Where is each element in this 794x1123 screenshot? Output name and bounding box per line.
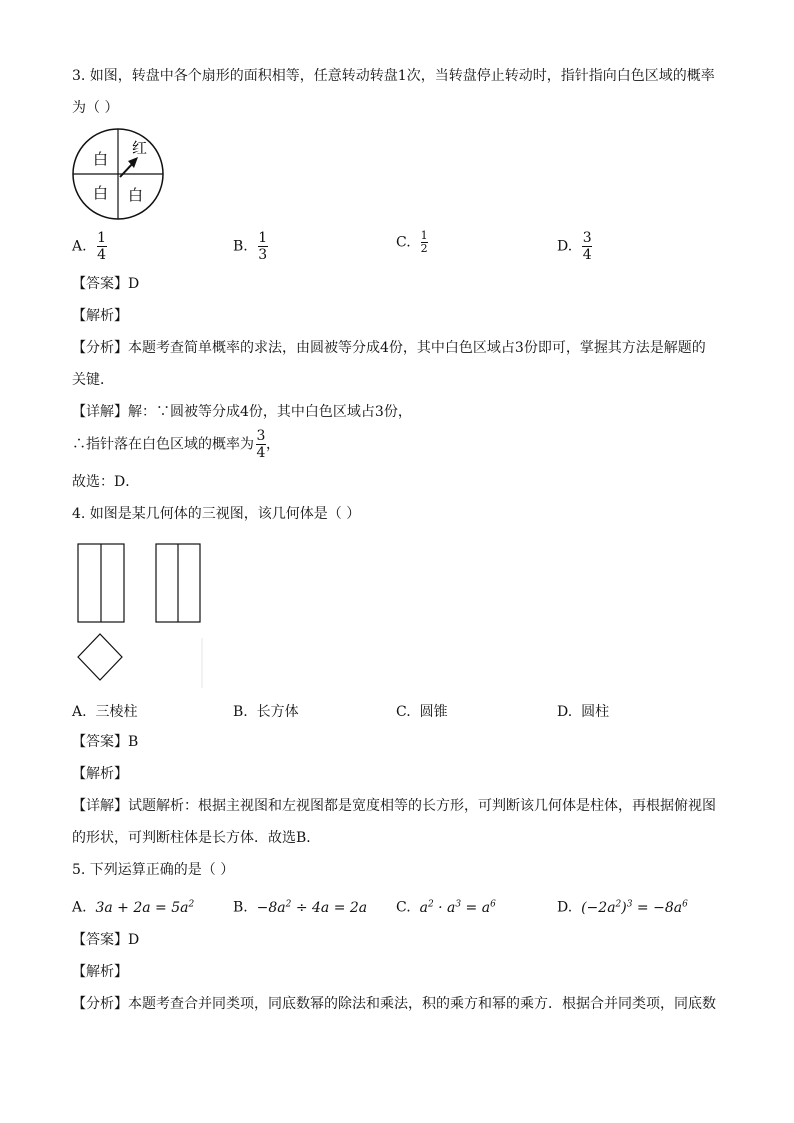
q4-option-c-text: 圆锥 — [419, 704, 448, 720]
q3-detail-line2-post: ， — [266, 436, 280, 453]
q3-option-b-fraction — [258, 230, 268, 263]
q4-detail-tag: 【详解】 — [72, 798, 128, 814]
q3-detail-text: 解：∵圆被等分成4份，其中白色区域占3份， — [128, 404, 412, 420]
q5-answer — [72, 930, 139, 950]
q3-option-b-num: 1 — [258, 230, 268, 246]
q3-option-c-label: C. — [396, 234, 411, 251]
q3-fenxi-text: 本题考查简单概率的求法，由圆被等分成4份，其中白色区域占3份即可，掌握其方法是解题的 — [128, 340, 706, 356]
q5-option-c-expr: $a^2 \cdot a^3 = a^6$ — [419, 899, 496, 916]
three-views-figure — [70, 538, 210, 690]
q5-option-c — [396, 894, 496, 918]
q4-detail-line2: 的形状，可判断柱体是长方体．故选B． — [72, 830, 321, 846]
q3-fenxi-tag: 【分析】 — [72, 340, 128, 356]
q3-fenxi-line2: 关键． — [72, 372, 114, 388]
q3-option-b — [233, 230, 268, 263]
spinner-sector-bottom-right: 白 — [128, 186, 144, 204]
spinner-sector-bottom-left: 白 — [93, 184, 109, 202]
q4-answer-tag: 【答案】 — [72, 734, 128, 750]
q3-detail-line2-pre: ∴指针落在白色区域的概率为 — [72, 436, 254, 453]
q3-option-a-fraction — [97, 230, 107, 263]
q5-option-b-label: B. — [233, 899, 248, 916]
q3-option-c-num: 1 — [420, 229, 428, 242]
q3-option-d-label: D. — [557, 238, 573, 255]
q4-option-c — [396, 702, 448, 722]
q5-analysis-tag: 【解析】 — [72, 964, 128, 980]
q5-fenxi-line1 — [72, 994, 716, 1014]
q4-option-b-label: B. — [233, 704, 248, 720]
q5-fenxi-text: 本题考查合并同类项，同底数幂的除法和乘法，积的乘方和幂的乘方．根据合并同类项，同底数 — [128, 996, 716, 1012]
q5-option-d — [557, 894, 688, 918]
q4-detail-line1 — [72, 796, 716, 816]
q5-stem: 5. 下列运算正确的是（ ） — [72, 862, 235, 878]
q4-option-b — [233, 702, 299, 722]
q4-option-d — [557, 702, 609, 722]
q4-option-a — [72, 702, 137, 722]
q5-option-d-expr: $(-2a^2)^3 = -8a^6$ — [581, 899, 688, 916]
q3-option-a-den: 4 — [97, 247, 107, 263]
q3-option-c-fraction — [421, 230, 428, 255]
q3-answer-value: D — [128, 276, 140, 292]
q3-answer — [72, 274, 139, 294]
q3-option-b-label: B. — [233, 238, 248, 255]
q4-option-b-text: 长方体 — [256, 704, 299, 720]
q4-option-a-label: A. — [72, 704, 87, 720]
q4-stem: 4. 如图是某几何体的三视图，该几何体是（ ） — [72, 506, 361, 522]
q4-answer — [72, 732, 138, 752]
q5-option-c-label: C. — [396, 899, 411, 916]
q3-choose: 故选：D． — [72, 474, 140, 490]
q3-analysis-tag: 【解析】 — [72, 308, 128, 324]
q3-option-c-den: 2 — [420, 242, 428, 255]
q5-option-d-label: D. — [557, 899, 573, 916]
q3-option-d-num: 3 — [582, 230, 592, 246]
q4-option-d-label: D. — [557, 704, 573, 720]
q3-detail-den: 4 — [256, 445, 266, 461]
spinner-figure — [70, 126, 166, 222]
q5-fenxi-tag: 【分析】 — [72, 996, 128, 1012]
q5-answer-value: D — [128, 932, 140, 948]
q3-option-d-den: 4 — [582, 247, 592, 263]
q4-answer-value: B — [128, 734, 139, 750]
q4-option-a-text: 三棱柱 — [95, 704, 138, 720]
q3-option-c — [396, 230, 428, 255]
q4-analysis-tag: 【解析】 — [72, 766, 128, 782]
q5-answer-tag: 【答案】 — [72, 932, 128, 948]
q3-detail-num: 3 — [256, 428, 266, 444]
q4-option-d-text: 圆柱 — [581, 704, 610, 720]
q3-option-b-den: 3 — [258, 247, 268, 263]
q3-detail-fraction — [256, 428, 266, 461]
spinner-sector-top-left: 白 — [93, 150, 109, 168]
top-view-diamond — [78, 634, 122, 680]
q4-detail-text: 试题解析：根据主视图和左视图都是宽度相等的长方形，可判断该几何体是柱体，再根据俯视图 — [128, 798, 716, 814]
q3-stem-line1: 3. 如图，转盘中各个扇形的面积相等，任意转动转盘1次，当转盘停止转动时，指针指向白色区域的概率 — [72, 68, 715, 84]
q3-fenxi-line1 — [72, 338, 706, 358]
q3-option-d-fraction — [582, 230, 592, 263]
q3-stem-line2: 为（ ） — [72, 100, 119, 116]
spinner-sector-top-right: 红 — [132, 139, 148, 157]
q3-detail-line2 — [72, 428, 280, 461]
q3-answer-tag: 【答案】 — [72, 276, 128, 292]
q5-option-a-label: A. — [72, 899, 87, 916]
q5-option-a-expr: $3a + 2a = 5a^2$ — [95, 899, 195, 916]
q3-detail-tag: 【详解】 — [72, 404, 128, 420]
q3-option-d — [557, 230, 592, 263]
q3-option-a-label: A. — [72, 238, 87, 255]
q5-option-b — [233, 894, 367, 918]
q5-option-a — [72, 894, 194, 918]
q3-option-a-num: 1 — [97, 230, 107, 246]
q3-detail-line1 — [72, 402, 412, 422]
q3-option-a — [72, 230, 107, 263]
q5-option-b-expr: $-8a^2 \div 4a = 2a$ — [256, 899, 368, 916]
q4-option-c-label: C. — [396, 704, 411, 720]
